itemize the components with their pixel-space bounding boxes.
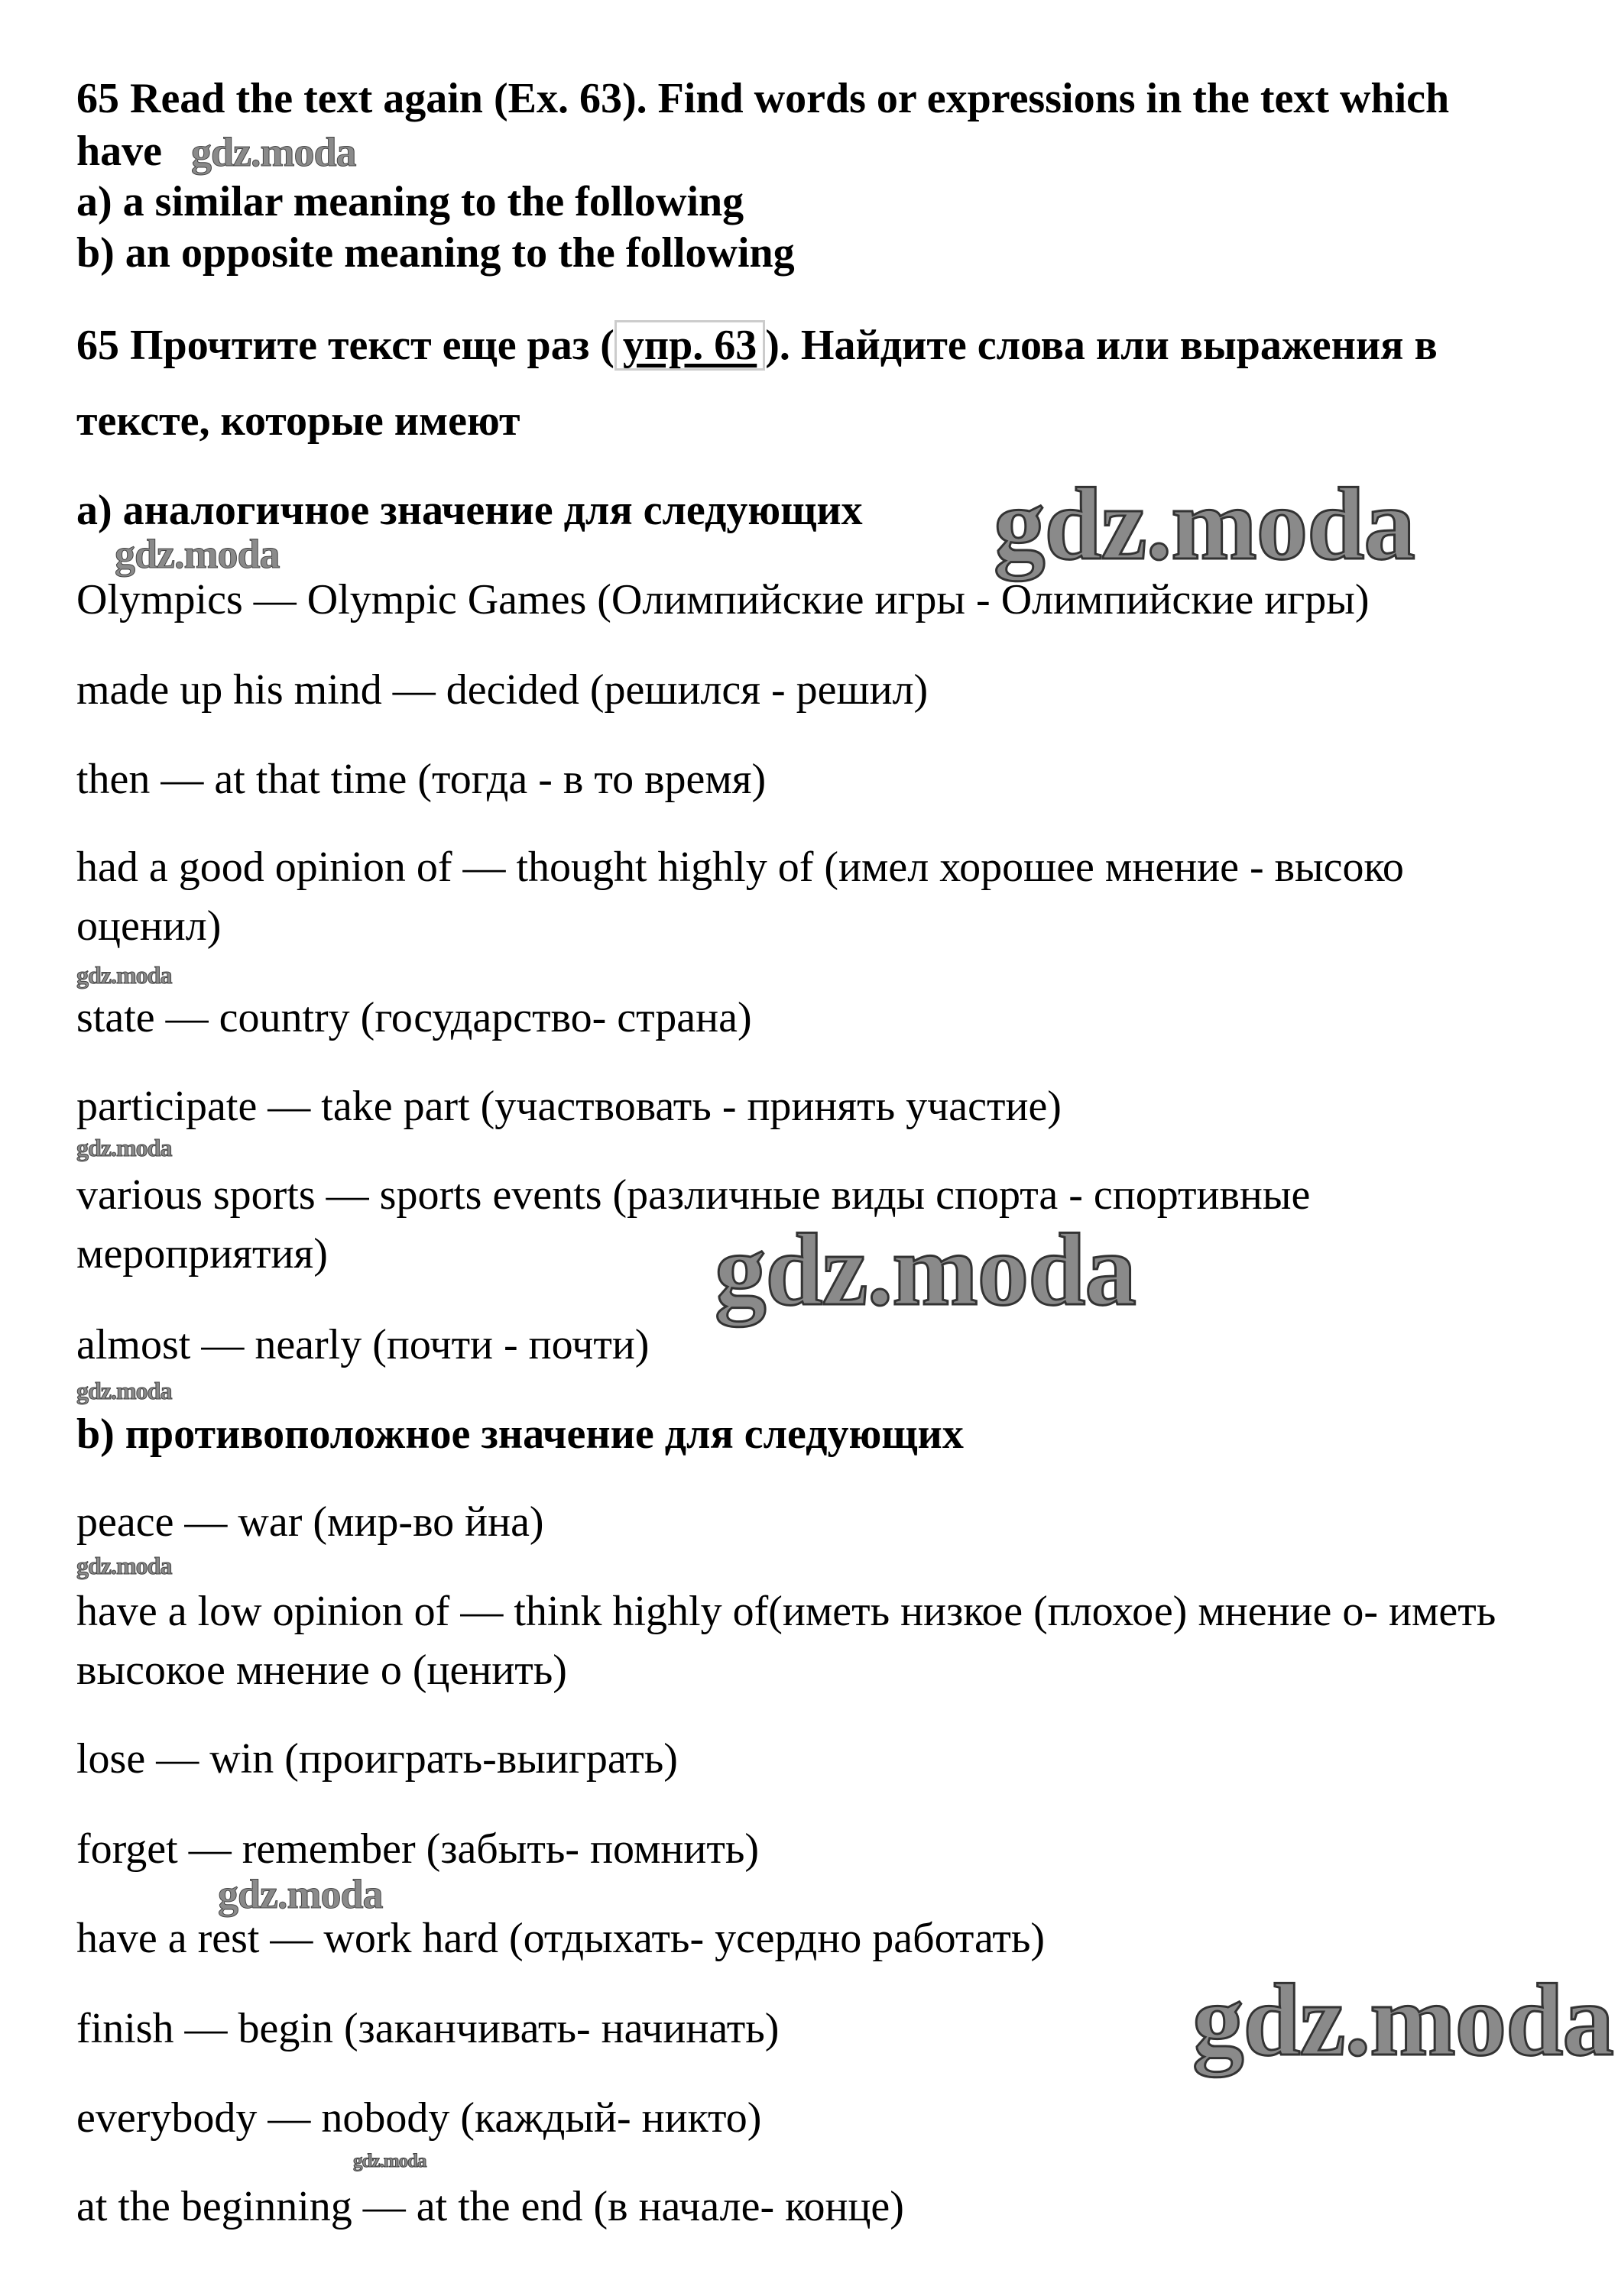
watermark: gdz.moda (76, 961, 172, 989)
watermark: gdz.moda (994, 468, 1415, 581)
list-item: have a rest — work hard (отдыхать- усердно работать) (76, 1915, 1046, 1962)
task-title-ru-cont: тексте, которые имеют (76, 397, 520, 445)
list-item: forget — remember (забыть- помнить) (76, 1825, 760, 1873)
watermark: gdz.moda (76, 1134, 172, 1161)
watermark: gdz.moda (191, 129, 356, 175)
task-b-en: b) an opposite meaning to the following (76, 229, 795, 277)
exercise-ref-box[interactable] (614, 320, 765, 371)
task-title-en-cont: have (76, 128, 162, 175)
watermark: gdz.moda (1192, 1964, 1613, 2077)
list-item: state — country (государство- страна) (76, 994, 752, 1041)
task-title-ru (76, 320, 1438, 371)
list-item-text-cont: мероприятия) (76, 1230, 328, 1278)
list-item: lose — win (проиграть-выиграть) (76, 1735, 678, 1783)
list-item-text-cont: оценил) (76, 902, 222, 950)
list-item (76, 838, 1404, 956)
list-item-text: have a low opinion of — think highly of(иметь низкое (плохое) мнение о- иметь (76, 1588, 1496, 1635)
list-item: finish — begin (заканчивать- начинать) (76, 2005, 780, 2052)
section-b-heading: b) противоположное значение для следующих (76, 1410, 964, 1458)
watermark: gdz.moda (218, 1871, 383, 1917)
watermark: gdz.moda (76, 1377, 172, 1404)
task-title-ru-suffix: ). Найдите слова или выражения в (765, 322, 1438, 369)
exercise-link[interactable]: упр. 63 (622, 322, 757, 369)
list-item-text: had a good opinion of — thought highly of (имел хорошее мнение - высоко (76, 844, 1404, 891)
watermark: gdz.moda (353, 2151, 426, 2171)
list-item-text: various sports — sports events (различные виды спорта - спортивные (76, 1171, 1311, 1219)
watermark: gdz.moda (115, 531, 280, 577)
list-item: participate — take part (участвовать - принять участие) (76, 1083, 1062, 1130)
task-title-en: 65 Read the text again (Ex. 63). Find words or expressions in the text which (76, 75, 1450, 122)
list-item: at the beginning — at the end (в начале- конце) (76, 2183, 904, 2230)
section-a-heading: а) аналогичное значение для следующих (76, 487, 863, 534)
list-item-text-cont: высокое мнение о (ценить) (76, 1647, 567, 1694)
watermark: gdz.moda (76, 1552, 172, 1579)
list-item (76, 1582, 1496, 1700)
list-item: then — at that time (тогда - в то время) (76, 756, 767, 803)
watermark: gdz.moda (715, 1213, 1136, 1327)
task-title-ru-prefix: 65 Прочтите текст еще раз ( (76, 322, 614, 369)
list-item: peace — war (мир-во йна) (76, 1498, 544, 1546)
list-item: Olympics — Olympic Games (Олимпийские игры - Олимпийские игры) (76, 576, 1370, 623)
task-a-en: a) a similar meaning to the following (76, 178, 744, 225)
list-item: everybody — nobody (каждый- никто) (76, 2094, 762, 2142)
list-item: almost — nearly (почти - почти) (76, 1321, 650, 1368)
list-item: made up his mind — decided (решился - решил) (76, 666, 929, 714)
